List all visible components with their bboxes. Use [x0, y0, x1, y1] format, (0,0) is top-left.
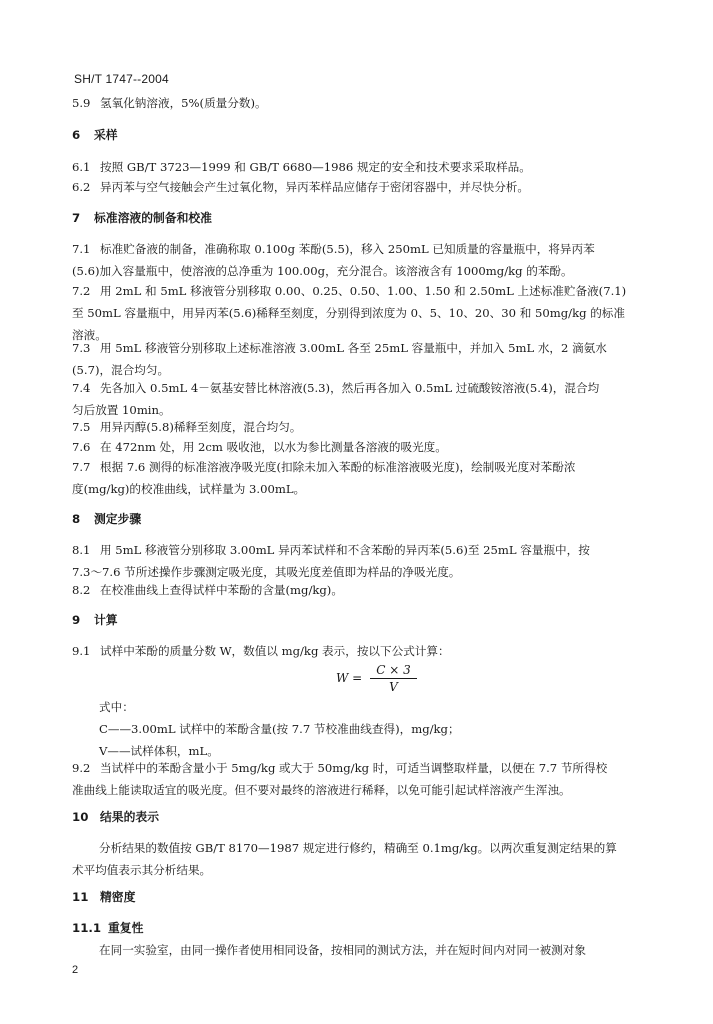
section-11-heading — [72, 886, 672, 908]
section-title: 标准溶液的制备和校准 — [94, 211, 212, 225]
section-8-heading — [72, 508, 672, 530]
section-title: 结果的表示 — [100, 810, 159, 824]
clause-text-line: 准曲线上能读取适宜的吸光度。但不要对最终的溶液进行稀释，以免可能引起试样溶液产生浑浊。 — [72, 783, 571, 797]
clause-text-line: 标准贮备液的制备，准确称取 0.100g 苯酚(5.5)，移入 250mL 已知质量的容量瓶中，将异丙苯 — [100, 242, 595, 256]
clause-text-line: (5.6)加入容量瓶中，使溶液的总净重为 100.00g，充分混合。该溶液含有 1000mg/kg 的苯酚。 — [72, 264, 573, 278]
page-number: 2 — [72, 964, 79, 976]
clause-7-4 — [72, 377, 672, 421]
paragraph-line: 术平均值表示其分析结果。 — [72, 863, 212, 877]
clause-11-1 — [72, 917, 672, 961]
clause-text: 在校准曲线上查得试样中苯酚的含量(mg/kg)。 — [100, 583, 343, 597]
section-number: 10 — [72, 810, 89, 824]
clause-text-line: 在同一实验室，由同一操作者使用相同设备，按相同的测试方法，并在短时间内对同一被测对象 — [99, 943, 586, 957]
formula-denominator: V — [389, 680, 398, 694]
clause-text-line: 先各加入 0.5mL 4－氨基安替比林溶液(5.3)，然后再各加入 0.5mL 过硫酸铵溶液(5.4)，混合均 — [100, 381, 600, 395]
definition-c: C——3.00mL 试样中的苯酚含量(按 7.7 节校准曲线查得)，mg/kg； — [99, 722, 460, 736]
clause-number: 7.2 — [72, 284, 91, 298]
clause-text-line: 至 50mL 容量瓶中，用异丙苯(5.6)稀释至刻度，分别得到浓度为 0、5、10、20、30 和 50mg/kg 的标准 — [72, 306, 625, 320]
section-10-body — [72, 837, 672, 881]
clause-number: 7.3 — [72, 341, 91, 355]
section-6-heading — [72, 124, 672, 146]
clause-6-1 — [72, 156, 672, 178]
section-number: 9 — [72, 613, 81, 627]
clause-text-line: 用 5mL 移液管分别移取 3.00mL 异丙苯试样和不含苯酚的异丙苯(5.6)至 25mL 容量瓶中，按 — [100, 543, 590, 557]
where-label: 式中： — [99, 700, 134, 714]
clause-number: 9.1 — [72, 644, 91, 658]
section-title: 测定步骤 — [94, 512, 142, 526]
section-number: 8 — [72, 512, 81, 526]
clause-text-line: 用 2mL 和 5mL 移液管分别移取 0.00、0.25、0.50、1.00、1.50 和 2.50mL 上述标准贮备液(7.1) — [100, 284, 627, 298]
clause-8-2 — [72, 579, 672, 601]
formula-lhs: W = — [336, 671, 363, 685]
formula-fraction — [370, 663, 417, 694]
clause-number: 9.2 — [72, 761, 91, 775]
standard-header: SH/T 1747--2004 — [74, 72, 169, 86]
section-title: 采样 — [94, 128, 118, 142]
clause-number: 6.1 — [72, 160, 91, 174]
clause-number: 6.2 — [72, 180, 91, 194]
section-number: 6 — [72, 128, 81, 142]
clause-number: 11.1 — [72, 921, 102, 935]
section-7-heading — [72, 207, 672, 229]
clause-text: 氢氧化钠溶液，5%(质量分数)。 — [100, 96, 267, 110]
clause-text: 用异丙醇(5.8)稀释至刻度，混合均匀。 — [100, 420, 302, 434]
clause-text-line: 7.3～7.6 节所述操作步骤测定吸光度，其吸光度差值即为样品的净吸光度。 — [72, 565, 461, 579]
clause-number: 5.9 — [72, 96, 91, 110]
section-number: 7 — [72, 211, 81, 225]
clause-5-9 — [72, 92, 672, 114]
clause-text: 在 472nm 处，用 2cm 吸收池，以水为参比测量各溶液的吸光度。 — [100, 440, 447, 454]
clause-text: 异丙苯与空气接触会产生过氧化物，异丙苯样品应储存于密闭容器中，并尽快分析。 — [100, 180, 529, 194]
clause-6-2 — [72, 176, 672, 198]
section-9-heading — [72, 609, 672, 631]
clause-text: 试样中苯酚的质量分数 W，数值以 mg/kg 表示，按以下公式计算： — [100, 644, 450, 658]
clause-7-5 — [72, 416, 672, 438]
paragraph-line: 分析结果的数值按 GB/T 8170—1987 规定进行修约，精确至 0.1mg/kg。以两次重复测定结果的算 — [99, 841, 617, 855]
clause-7-6 — [72, 436, 672, 458]
section-10-heading — [72, 806, 672, 828]
clause-number: 8.1 — [72, 543, 91, 557]
clause-7-3 — [72, 337, 672, 381]
clause-title: 重复性 — [108, 921, 144, 935]
clause-text-line: 溶液。 — [72, 328, 107, 342]
section-title: 精密度 — [100, 890, 136, 904]
section-number: 11 — [72, 890, 89, 904]
definition-v: V——试样体积，mL。 — [99, 744, 219, 758]
clause-9-1 — [72, 640, 672, 662]
clause-number: 7.6 — [72, 440, 91, 454]
clause-7-7 — [72, 456, 672, 500]
clause-number: 8.2 — [72, 583, 91, 597]
clause-8-1 — [72, 539, 672, 583]
clause-number: 7.4 — [72, 381, 91, 395]
clause-text-line: (5.7)，混合均匀。 — [72, 363, 170, 377]
formula-numerator: C × 3 — [370, 663, 417, 679]
clause-text: 按照 GB/T 3723—1999 和 GB/T 6680—1986 规定的安全和技术要求采取样品。 — [100, 160, 531, 174]
section-title: 计算 — [94, 613, 118, 627]
clause-text-line: 当试样中的苯酚含量小于 5mg/kg 或大于 50mg/kg 时，可适当调整取样量，以便在 7.7 节所得校 — [100, 761, 608, 775]
formula — [336, 663, 417, 694]
clause-text-line: 匀后放置 10min。 — [72, 403, 171, 417]
formula-where — [72, 696, 672, 762]
clause-number: 7.5 — [72, 420, 91, 434]
clause-text-line: 用 5mL 移液管分别移取上述标准溶液 3.00mL 各至 25mL 容量瓶中，并加入 5mL 水，2 滴氨水 — [100, 341, 607, 355]
clause-9-2 — [72, 757, 672, 801]
clause-7-1 — [72, 238, 672, 282]
clause-text-line: 度(mg/kg)的校准曲线，试样量为 3.00mL。 — [72, 482, 306, 496]
clause-number: 7.7 — [72, 460, 91, 474]
clause-text-line: 根据 7.6 测得的标准溶液净吸光度(扣除未加入苯酚的标准溶液吸光度)，绘制吸光度对苯酚浓 — [100, 460, 576, 474]
clause-number: 7.1 — [72, 242, 91, 256]
